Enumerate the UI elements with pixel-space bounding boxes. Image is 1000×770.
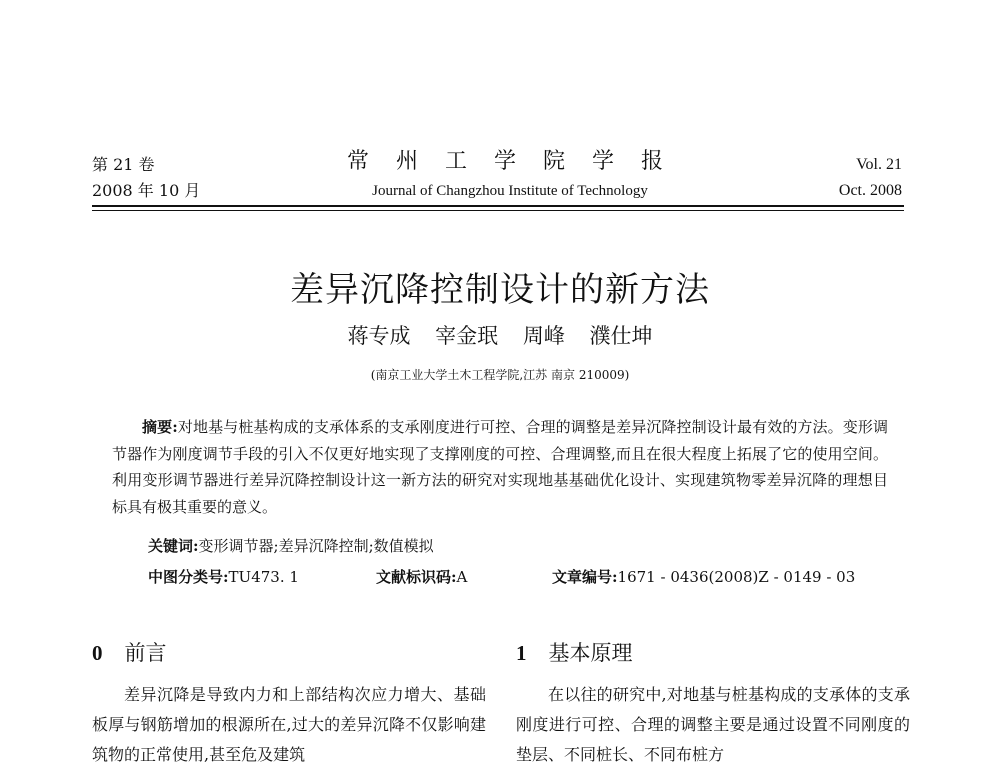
- header-left: [92, 152, 200, 204]
- paragraph: 在以往的研究中,对地基与桩基构成的支承体的支承刚度进行可控、合理的调整主要是通过设置不同刚度的垫层、不同桩长、不同布桩方: [516, 685, 910, 764]
- abstract-label: 摘要:: [142, 418, 178, 436]
- header-rule-thick: [92, 205, 904, 207]
- header-center: [300, 148, 720, 202]
- doc-value: A: [456, 568, 468, 586]
- keywords: [148, 535, 434, 556]
- article-affiliation: (南京工业大学土木工程学院,江苏 南京 210009): [370, 368, 630, 382]
- article-number: [552, 566, 855, 587]
- volume-cn: 第 21 卷: [92, 155, 155, 174]
- section-0-heading: [92, 637, 167, 667]
- date-cn: 2008 年 10 月: [92, 181, 201, 200]
- header-rule-thin: [92, 210, 904, 211]
- doc-label: 文献标识码:: [376, 568, 457, 586]
- clc-code: [148, 566, 299, 587]
- article-authors: 蒋专成 宰金珉 周峰 濮仕坤: [347, 324, 653, 348]
- abstract-text: 对地基与桩基构成的支承体系的支承刚度进行可控、合理的调整是差异沉降控制设计最有效的方法。变形调节器作为刚度调节手段的引入不仅更好地实现了支撑刚度的可控、合理调整,而且在很大程度上拓展了它的使用空间。利用变形调节器进行差异沉降控制设计这一新方法的研究对实现地基基础优化设计、实现建筑物零差异沉降的理想目标具有极其重要的意义。: [112, 418, 888, 516]
- clc-value: TU473. 1: [228, 568, 299, 586]
- paragraph: 差异沉降是导致内力和上部结构次应力增大、基础板厚与钢筋增加的根源所在,过大的差异沉降不仅影响建筑物的正常使用,甚至危及建筑: [92, 685, 486, 764]
- section-title: 基本原理: [548, 641, 633, 665]
- article-title: 差异沉降控制设计的新方法: [290, 270, 710, 310]
- journal-name-cn: 常 州 工 学 院 学 报: [347, 149, 673, 174]
- keywords-text: 变形调节器;差异沉降控制;数值模拟: [198, 537, 434, 555]
- section-number: 0: [92, 641, 103, 665]
- doc-code: [376, 566, 467, 587]
- column-left: [92, 680, 486, 770]
- abstract: [112, 414, 888, 520]
- article-number-value: 1671 - 0436(2008)Z - 0149 - 03: [617, 568, 856, 586]
- section-number: 1: [516, 641, 527, 665]
- header-right: [839, 152, 902, 204]
- clc-label: 中图分类号:: [148, 568, 229, 586]
- journal-name-en: Journal of Changzhou Institute of Technology: [372, 183, 648, 199]
- date-en: Oct. 2008: [838, 182, 902, 199]
- column-right: [516, 680, 910, 770]
- keywords-label: 关键词:: [148, 537, 199, 555]
- section-1-heading: [516, 637, 633, 667]
- volume-en: Vol. 21: [856, 156, 902, 173]
- section-title: 前言: [124, 641, 167, 665]
- article-number-label: 文章编号:: [552, 568, 618, 586]
